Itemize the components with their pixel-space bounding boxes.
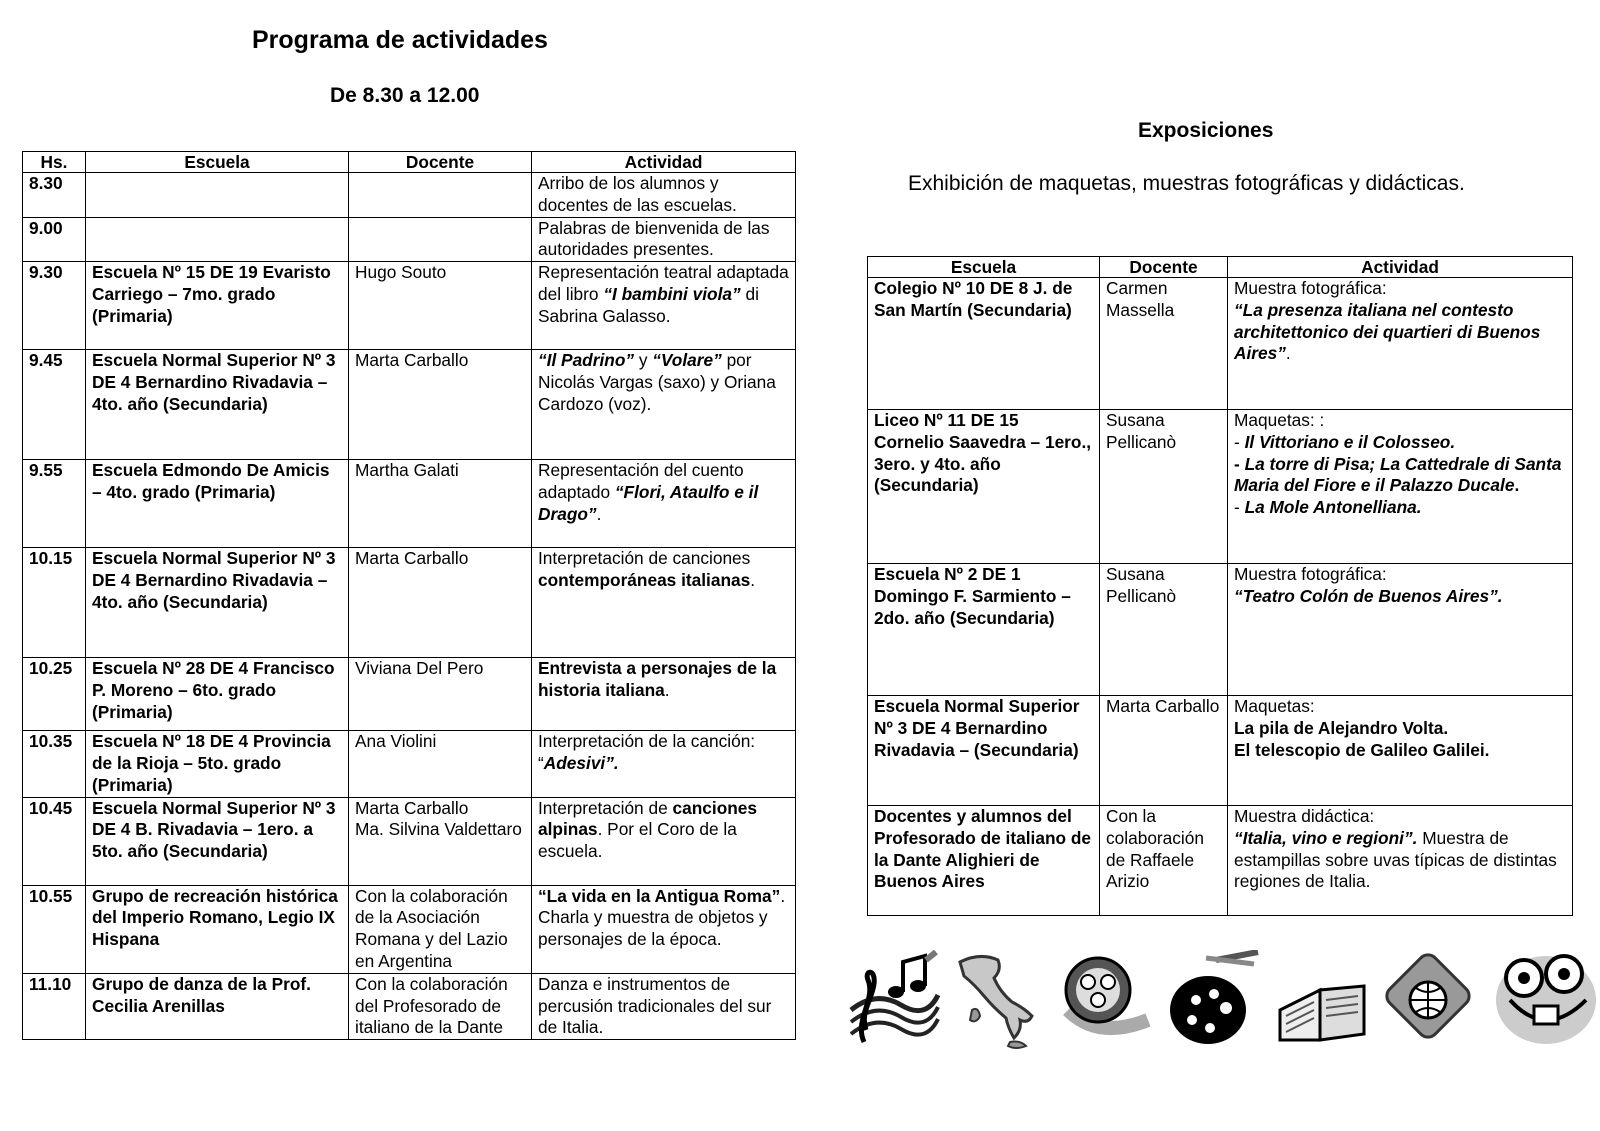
row-actividad: “La vida en la Antigua Roma”. Charla y muestra de objetos y personajes de la época. (532, 885, 796, 973)
col-header-escuela: Escuela (868, 257, 1100, 278)
italy-map-icon (950, 950, 1046, 1050)
row-docente: Con la colaboración de Raffaele Arizio (1100, 806, 1228, 916)
row-time: 10.35 (23, 731, 86, 797)
table-row (868, 696, 1573, 806)
row-escuela: Escuela Nº 18 DE 4 Provincia de la Rioja – 5to. grado (Primaria) (86, 731, 349, 797)
row-escuela: Colegio Nº 10 DE 8 J. de San Martín (Secundaria) (868, 278, 1100, 410)
table-row (23, 658, 796, 731)
row-actividad: Maquetas: La pila de Alejandro Volta. El telescopio de Galileo Galilei. (1228, 696, 1573, 806)
table-row (868, 806, 1573, 916)
row-actividad: “Il Padrino” y “Volare” por Nicolás Vargas (saxo) y Oriana Cardozo (voz). (532, 350, 796, 460)
row-docente: Hugo Souto (349, 262, 532, 350)
row-docente: Marta Carballo Ma. Silvina Valdettaro (349, 797, 532, 885)
table-row (23, 350, 796, 460)
row-time: 10.55 (23, 885, 86, 973)
row-docente: Susana Pellicanò (1100, 564, 1228, 696)
table-row (23, 797, 796, 885)
row-docente: Susana Pellicanò (1100, 410, 1228, 564)
schedule-subtitle: De 8.30 a 12.00 (330, 84, 480, 107)
row-escuela: Escuela Nº 15 DE 19 Evaristo Carriego – 7mo. grado (Primaria) (86, 262, 349, 350)
exhibitions-description: Exhibición de maquetas, muestras fotográficas y didácticas. (908, 172, 1465, 195)
row-actividad: Danza e instrumentos de percusión tradicionales del sur de Italia. (532, 973, 796, 1039)
row-actividad: Interpretación de canciones alpinas. Por el Coro de la escuela. (532, 797, 796, 885)
table-row (23, 731, 796, 797)
exhibitions-title: Exposiciones (1138, 119, 1274, 142)
row-time: 11.10 (23, 973, 86, 1039)
row-escuela: Liceo Nº 11 DE 15 Cornelio Saavedra – 1ero., 3ero. y 4to. año (Secundaria) (868, 410, 1100, 564)
table-header-row (23, 152, 796, 173)
row-time: 10.45 (23, 797, 86, 885)
table-row (23, 548, 796, 658)
col-header-actividad: Actividad (532, 152, 796, 173)
table-row (23, 973, 796, 1039)
row-docente: Viviana Del Pero (349, 658, 532, 731)
movie-camera-icon (1490, 950, 1596, 1050)
row-time: 8.30 (23, 173, 86, 218)
col-header-actividad: Actividad (1228, 257, 1573, 278)
row-escuela: Escuela Normal Superior Nº 3 DE 4 B. Rivadavia – 1ero. a 5to. año (Secundaria) (86, 797, 349, 885)
table-row (23, 217, 796, 262)
table-row (868, 278, 1573, 410)
row-actividad: Palabras de bienvenida de las autoridades presentes. (532, 217, 796, 262)
row-escuela: Escuela Normal Superior Nº 3 DE 4 Bernardino Rivadavia – 4to. año (Secundaria) (86, 350, 349, 460)
row-time: 10.15 (23, 548, 86, 658)
row-actividad: Interpretación de canciones contemporáneas italianas. (532, 548, 796, 658)
row-docente (349, 217, 532, 262)
row-docente: Con la colaboración del Profesorado de italiano de la Dante (349, 973, 532, 1039)
row-escuela: Grupo de recreación histórica del Imperio Romano, Legio IX Hispana (86, 885, 349, 973)
row-docente: Martha Galati (349, 460, 532, 548)
row-time: 9.00 (23, 217, 86, 262)
table-row (23, 885, 796, 973)
row-time: 10.25 (23, 658, 86, 731)
row-actividad: Interpretación de la canción: “Adesivi”. (532, 731, 796, 797)
table-row (23, 460, 796, 548)
col-header-docente: Docente (349, 152, 532, 173)
music-icon (846, 950, 942, 1050)
row-time: 9.45 (23, 350, 86, 460)
row-docente: Marta Carballo (349, 548, 532, 658)
row-actividad: Muestra didáctica: “Italia, vino e regioni”. Muestra de estampillas sobre uvas típicas de distintas regiones de Italia. (1228, 806, 1573, 916)
decorative-icon-strip (842, 950, 1598, 1060)
palette-icon (1166, 950, 1262, 1050)
row-escuela: Escuela Normal Superior Nº 3 DE 4 Bernardino Rivadavia – 4to. año (Secundaria) (86, 548, 349, 658)
row-escuela: Escuela Edmondo De Amicis – 4to. grado (Primaria) (86, 460, 349, 548)
table-row (23, 262, 796, 350)
row-actividad: Maquetas: : - Il Vittoriano e il Colosseo. - La torre di Pisa; La Cattedrale di Santa Maria del Fiore e il Palazzo Ducale. - La Mole Antonelliana. (1228, 410, 1573, 564)
row-escuela: Docentes y alumnos del Profesorado de italiano de la Dante Alighieri de Buenos Aires (868, 806, 1100, 916)
table-row (868, 410, 1573, 564)
film-reel-icon (1058, 950, 1154, 1050)
row-time: 9.55 (23, 460, 86, 548)
row-escuela (86, 217, 349, 262)
row-escuela: Grupo de danza de la Prof. Cecilia Arenillas (86, 973, 349, 1039)
row-actividad: Muestra fotográfica: “Teatro Colón de Buenos Aires”. (1228, 564, 1573, 696)
row-time: 9.30 (23, 262, 86, 350)
col-header-escuela: Escuela (86, 152, 349, 173)
row-actividad: Representación del cuento adaptado “Flori, Ataulfo e il Drago”. (532, 460, 796, 548)
row-actividad: Entrevista a personajes de la historia italiana. (532, 658, 796, 731)
row-escuela: Escuela Normal Superior Nº 3 DE 4 Bernardino Rivadavia – (Secundaria) (868, 696, 1100, 806)
row-actividad: Representación teatral adaptada del libro “I bambini viola” di Sabrina Galasso. (532, 262, 796, 350)
page-title: Programa de actividades (252, 26, 548, 54)
row-escuela: Escuela Nº 2 DE 1 Domingo F. Sarmiento – 2do. año (Secundaria) (868, 564, 1100, 696)
row-docente: Marta Carballo (349, 350, 532, 460)
globe-icon (1382, 950, 1478, 1050)
exhibitions-table (867, 256, 1573, 916)
row-docente: Ana Violini (349, 731, 532, 797)
row-escuela (86, 173, 349, 218)
program-table (22, 151, 796, 1040)
table-row (23, 173, 796, 218)
col-header-hs: Hs. (23, 152, 86, 173)
row-docente: Con la colaboración de la Asociación Romana y del Lazio en Argentina (349, 885, 532, 973)
table-header-row (868, 257, 1573, 278)
row-actividad: Arribo de los alumnos y docentes de las escuelas. (532, 173, 796, 218)
row-actividad: Muestra fotográfica: “La presenza italiana nel contesto architettonico dei quartieri di Buenos Aires”. (1228, 278, 1573, 410)
open-book-icon (1274, 950, 1370, 1050)
row-docente: Marta Carballo (1100, 696, 1228, 806)
row-escuela: Escuela Nº 28 DE 4 Francisco P. Moreno – 6to. grado (Primaria) (86, 658, 349, 731)
col-header-docente: Docente (1100, 257, 1228, 278)
row-docente: Carmen Massella (1100, 278, 1228, 410)
row-docente (349, 173, 532, 218)
table-row (868, 564, 1573, 696)
